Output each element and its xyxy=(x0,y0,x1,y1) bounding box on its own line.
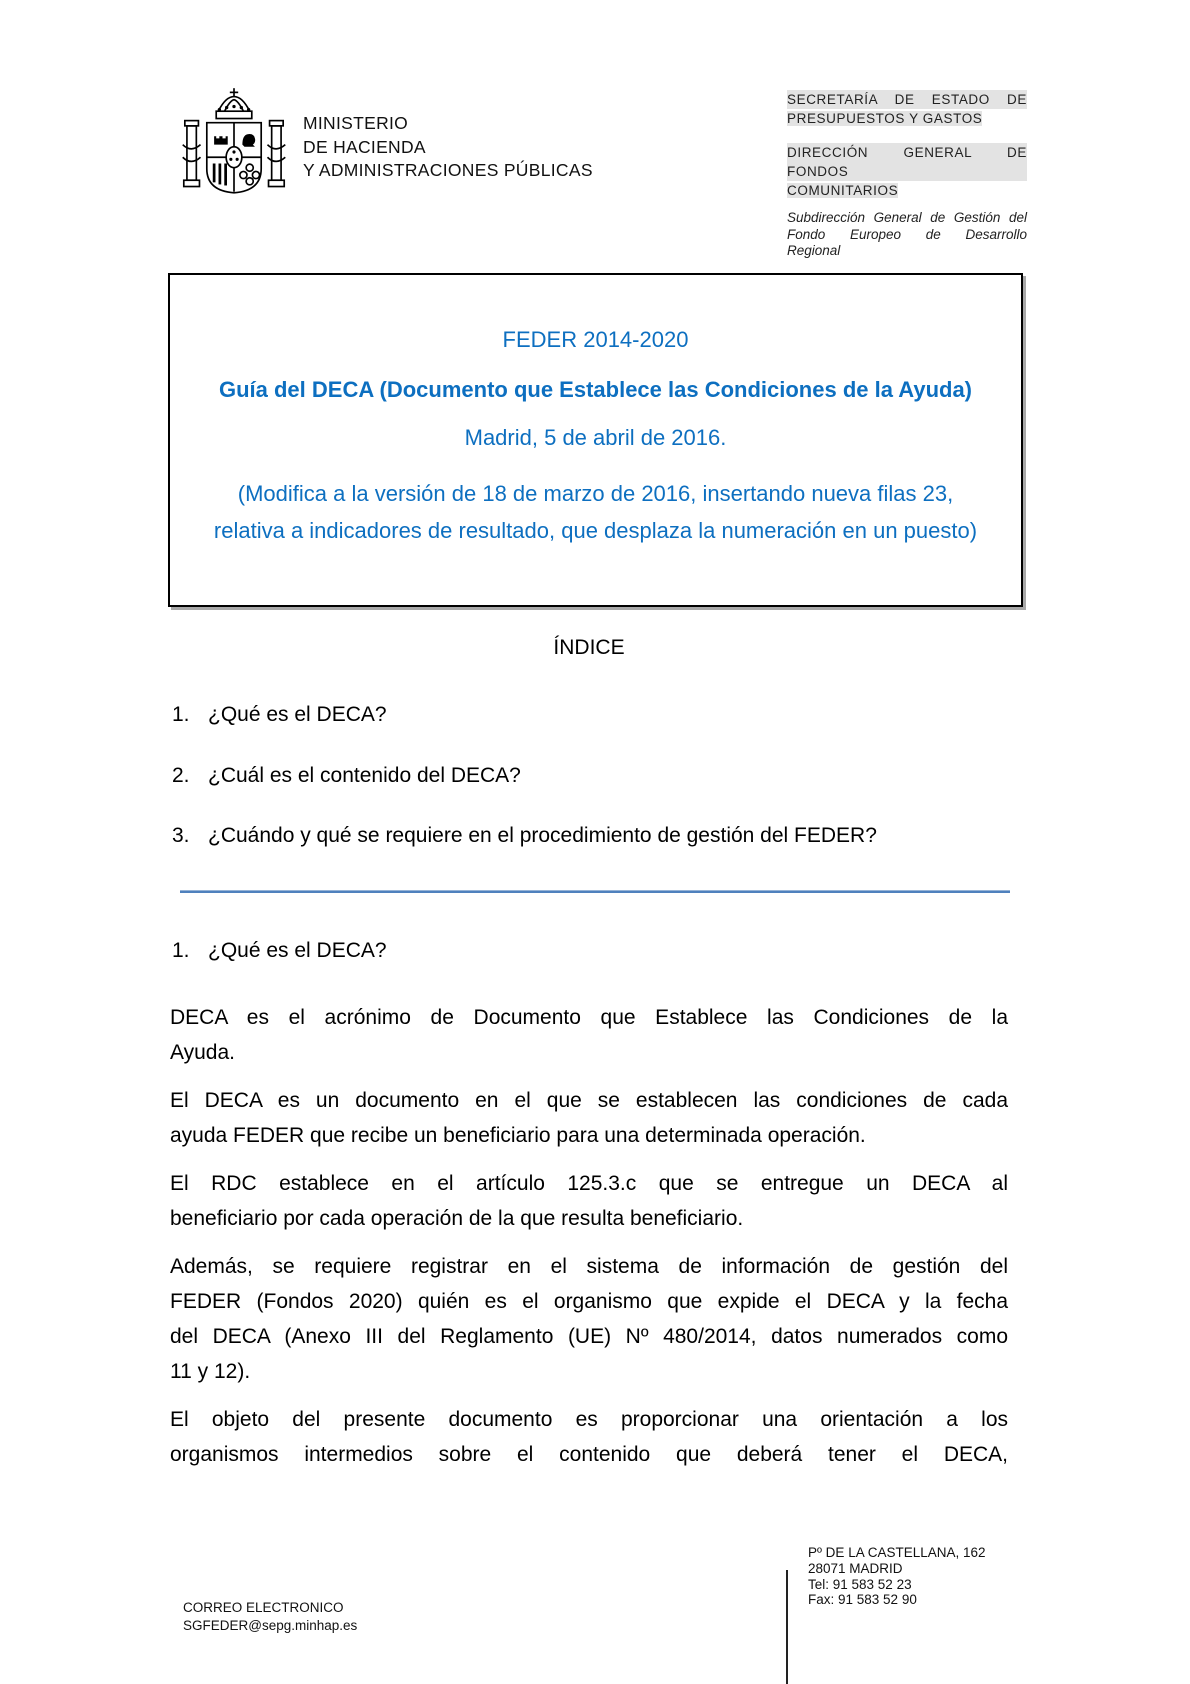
secretariat-line-2: PRESUPUESTOS Y GASTOS xyxy=(787,111,983,126)
program-title: FEDER 2014-2020 xyxy=(502,327,689,352)
paragraph-1-line-2: Ayuda. xyxy=(170,1041,235,1064)
index-item-2 xyxy=(172,764,1008,788)
paragraph-1 xyxy=(170,1000,1008,1070)
section-1-title: ¿Qué es el DECA? xyxy=(208,939,387,962)
footer-address-line-2: 28071 MADRID xyxy=(808,1560,903,1576)
paragraph-5-line-1: El objeto del presente documento es proporcionar una orientación a los xyxy=(170,1408,1008,1431)
footer-email-block xyxy=(183,1599,357,1634)
ministry-line-2: DE HACIENDA xyxy=(303,136,426,157)
date-line: Madrid, 5 de abril de 2016. xyxy=(464,425,727,450)
subdirectorate-line-2: Fondo Europeo de Desarrollo xyxy=(787,226,1027,242)
paragraph-4-line-1: Además, se requiere registrar en el sistema de información de gestión del xyxy=(170,1255,1008,1278)
revision-note-line-1: (Modifica a la versión de 18 de marzo de 2016, insertando nueva filas 23, xyxy=(237,481,954,506)
paragraph-4-line-3: del DECA (Anexo III del Reglamento (UE) Nº 480/2014, datos numerados como xyxy=(170,1325,1008,1348)
title-box xyxy=(168,273,1023,607)
index-item-2-text: ¿Cuál es el contenido del DECA? xyxy=(208,764,521,787)
section-1-number: 1. xyxy=(172,939,190,962)
paragraph-2 xyxy=(170,1083,1008,1153)
footer-postal-address xyxy=(808,1545,986,1608)
paragraph-2-line-2: ayuda FEDER que recibe un beneficiario para una determinada operación. xyxy=(170,1124,866,1147)
index-item-3-number: 3. xyxy=(172,824,190,847)
revision-note xyxy=(170,475,1021,549)
footer-email-address: SGFEDER@sepg.minhap.es xyxy=(183,1617,358,1633)
paragraph-4-line-2: FEDER (Fondos 2020) quién es el organismo que expide el DECA y la fecha xyxy=(170,1290,1008,1313)
paragraph-2-line-1: El DECA es un documento en el que se establecen las condiciones de cada xyxy=(170,1089,1008,1112)
index-heading: ÍNDICE xyxy=(553,636,625,659)
index-item-1 xyxy=(172,703,1008,727)
document-title: Guía del DECA (Documento que Establece las Condiciones de la Ayuda) xyxy=(218,377,973,402)
section-1-heading xyxy=(172,939,1008,963)
index-item-2-number: 2. xyxy=(172,764,190,787)
ministry-line-3: Y ADMINISTRACIONES PÚBLICAS xyxy=(303,160,593,180)
spain-coat-of-arms-logo xyxy=(176,84,292,220)
directorate-block xyxy=(787,143,1027,200)
paragraph-4 xyxy=(170,1249,1008,1389)
directorate-line-2: COMUNITARIOS xyxy=(787,183,899,198)
paragraph-5 xyxy=(170,1402,1008,1472)
secretariat-line-1: SECRETARÍA DE ESTADO DE xyxy=(787,92,1027,107)
paragraph-4-line-4: 11 y 12). xyxy=(170,1360,251,1383)
index-item-3-text: ¿Cuándo y qué se requiere en el procedimiento de gestión del FEDER? xyxy=(208,824,877,847)
footer-address-line-4: Fax: 91 583 52 90 xyxy=(808,1592,917,1608)
footer-address-line-1: Pº DE LA CASTELLANA, 162 xyxy=(808,1545,986,1560)
index-item-3 xyxy=(172,824,1008,848)
paragraph-5-line-2: organismos intermedios sobre el contenido que deberá tener el DECA, xyxy=(170,1443,1008,1466)
directorate-line-1: DIRECCIÓN GENERAL DE FONDOS xyxy=(787,145,1027,179)
subdirectorate-block xyxy=(787,210,1027,260)
index-item-1-text: ¿Qué es el DECA? xyxy=(208,703,387,726)
subdirectorate-line-1: Subdirección General de Gestión del xyxy=(787,210,1027,225)
index-item-1-number: 1. xyxy=(172,703,190,726)
paragraph-1-line-1: DECA es el acrónimo de Documento que Establece las Condiciones de la xyxy=(170,1006,1008,1029)
org-header-block xyxy=(787,90,1027,260)
ministry-line-1: MINISTERIO xyxy=(303,113,409,133)
paragraph-3-line-1: El RDC establece en el artículo 125.3.c que se entregue un DECA al xyxy=(170,1172,1008,1195)
ministry-name xyxy=(303,112,593,183)
footer-vertical-rule xyxy=(786,1570,788,1684)
section-1-body xyxy=(170,1000,1008,1485)
footer-address-line-3: Tel: 91 583 52 23 xyxy=(808,1576,912,1592)
footer-email-label: CORREO ELECTRONICO xyxy=(183,1600,344,1615)
revision-note-line-2: relativa a indicadores de resultado, que desplaza la numeración en un puesto) xyxy=(213,518,978,543)
paragraph-3-line-2: beneficiario por cada operación de la que resulta beneficiario. xyxy=(170,1207,744,1230)
subdirectorate-line-3: Regional xyxy=(787,243,841,258)
paragraph-3 xyxy=(170,1166,1008,1236)
section-divider-rule xyxy=(180,890,1010,893)
